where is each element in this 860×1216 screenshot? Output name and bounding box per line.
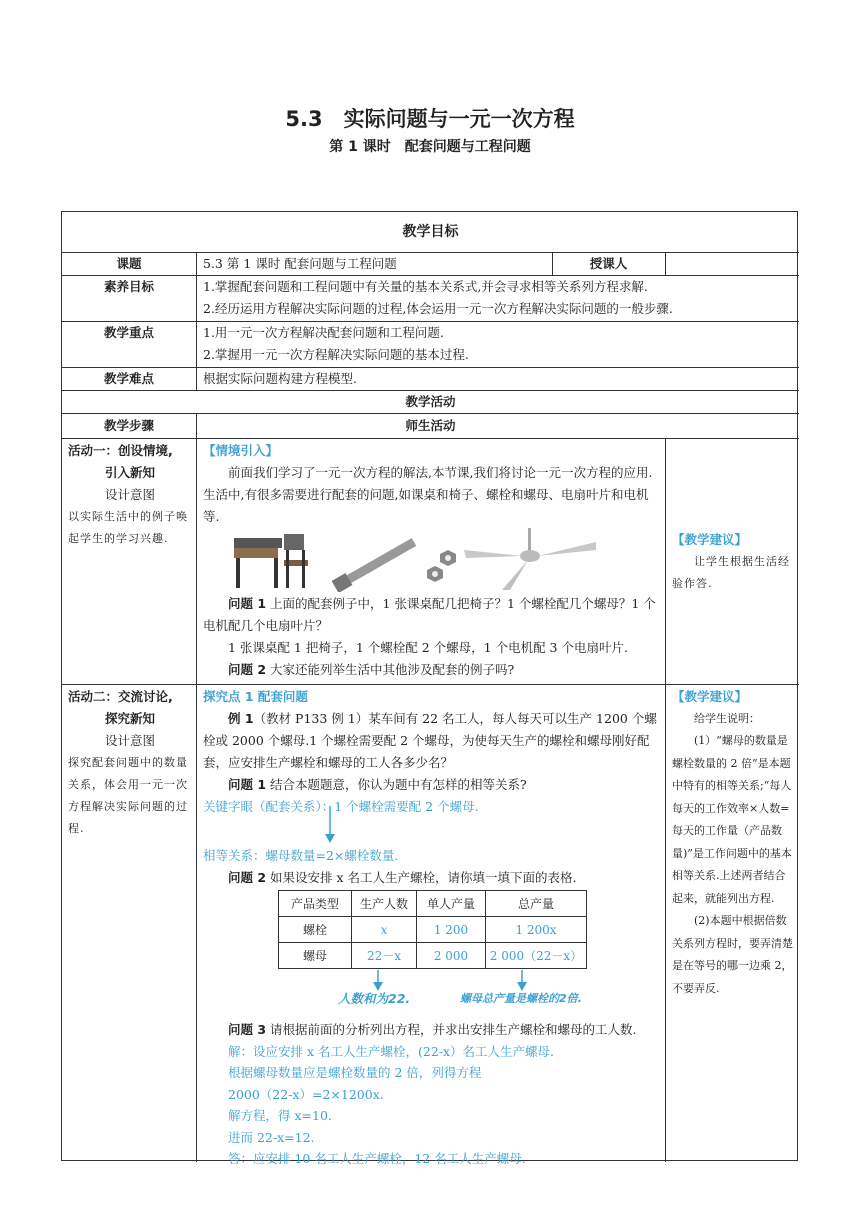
solution-line: 根据螺母数量应是螺栓数量的 2 倍，列得方程: [228, 1065, 482, 1080]
steps-label: 教学步骤: [103, 418, 154, 433]
teacher-student-label: 师生活动: [405, 418, 456, 433]
table-cell: 2 000（22－x）: [486, 943, 587, 969]
keyword-text: 关键字眼（配套关系）：1 个螺栓需要配 2 个螺母.: [203, 799, 479, 814]
desk-chair-image: [230, 530, 312, 590]
table-header: 生产人数: [352, 891, 417, 917]
activity1-advice: [672, 529, 794, 595]
answer-text: 1 张课桌配 1 把椅子，1 个螺栓配 2 个螺母，1 个电机配 3 个电扇叶片.: [228, 640, 628, 655]
activity1-questions: [203, 593, 658, 681]
exploration-point: 探究点 1 配套问题: [203, 689, 308, 704]
difficulty-label: 教学难点: [103, 371, 154, 386]
literacy-label: 素养目标: [103, 279, 154, 294]
question-label: 问题 1: [228, 777, 267, 792]
fill-in-table: [278, 890, 587, 969]
section-label: 【情境引入】: [203, 443, 279, 458]
question-text: 请根据前面的分析列出方程，并求出安排生产螺栓和螺母的工人数.: [270, 1022, 637, 1037]
lesson-plan-table: [61, 211, 798, 1166]
solution-line: 进而 22-x=12.: [228, 1129, 315, 1145]
example-label: 例 1: [228, 711, 254, 726]
activity2-subtitle: 探究新知: [104, 711, 155, 726]
table-header: 单人产量: [417, 891, 486, 917]
literacy-goals: [203, 276, 793, 320]
table-cell: x: [352, 917, 417, 943]
table-row: [279, 917, 587, 943]
table-cell: 22－x: [352, 943, 417, 969]
ceiling-fan-image: [462, 528, 598, 592]
question-label: 问题 3: [228, 1022, 267, 1037]
table-cell: 1 200: [417, 917, 486, 943]
table-cell: 1 200x: [486, 917, 587, 943]
activities-heading: 教学活动: [405, 394, 456, 409]
topic-value: 5.3 第 1 课时 配套问题与工程问题: [203, 256, 397, 271]
down-arrow-icon: [324, 806, 336, 844]
activity2-content: [203, 686, 658, 818]
activity1-step: [68, 440, 192, 550]
advice-intro: 给学生说明：: [694, 712, 760, 725]
activity2-content-2: [203, 845, 658, 889]
example-text: （教材 P133 例 1）某车间有 22 名工人，每人每天可以生产 1200 个螺栓或 2000 个螺母.1 个螺栓需要配 2 个螺母，为使每天生产的螺栓和螺母刚好配套，应安排生产螺栓和螺母的工人各多少名？: [203, 711, 657, 770]
table-header-row: [279, 891, 587, 917]
advice-label: 【教学建议】: [672, 532, 748, 547]
question-text: 大家还能列举生活中其他涉及配套的例子吗?: [270, 662, 515, 677]
design-intent-text: 探究配套问题中的数量关系，体会用一元一次方程解决实际问题的过程.: [68, 756, 188, 835]
activity2-advice: [672, 686, 794, 1000]
design-intent-text: 以实际生活中的例子唤起学生的学习兴趣.: [68, 510, 188, 545]
table-cell: 螺栓: [279, 917, 352, 943]
key-points-label: 教学重点: [103, 325, 154, 340]
solution-line: 答：应安排 10 名工人生产螺栓，12 名工人生产螺母.: [228, 1151, 526, 1166]
advice-text: 让学生根据生活经验作答.: [672, 555, 790, 590]
literacy-goal: 2.经历运用方程解决实际问题的过程,体会运用一元一次方程解决实际问题的一般步骤.: [203, 301, 673, 316]
solution-line: 解方程，得 x=10.: [228, 1108, 332, 1123]
question-text: 如果设安排 x 名工人生产螺栓，请你填一填下面的表格.: [270, 870, 577, 885]
activity1-content: [203, 440, 658, 528]
teacher-label: 授课人: [589, 256, 628, 271]
question-label: 问题 1: [228, 596, 267, 611]
question-label: 问题 2: [228, 870, 267, 885]
question-label: 问题 2: [228, 662, 267, 677]
table-row: [279, 943, 587, 969]
topic-label: 课题: [116, 256, 142, 271]
activity2-step: [68, 686, 192, 840]
table-header: 产品类型: [279, 891, 352, 917]
key-point: 1.用一元一次方程解决配套问题和工程问题.: [203, 325, 444, 340]
question-text: 上面的配套例子中，1 张课桌配几把椅子？1 个螺栓配几个螺母？1 个电机配几个电扇叶片？: [203, 596, 656, 633]
solution-line: 2000（22-x）=2×1200x.: [228, 1086, 384, 1102]
activity1-title: 活动一：创设情境,: [68, 443, 173, 458]
key-point: 2.掌握用一元一次方程解决实际问题的基本过程.: [203, 347, 469, 362]
design-intent-label: 设计意图: [104, 733, 155, 748]
bolt-nut-image: [332, 534, 462, 592]
table-header: 总产量: [486, 891, 587, 917]
advice-point: (1）“螺母的数量是螺栓数量的 2 倍”是本题中特有的相等关系;“每人每天的工作效率×人数=每天的工作量（产品数量)”是工作问题中的基本相等关系.上述两者结合起来，就能列出方程.: [672, 734, 792, 905]
activity2-title: 活动二：交流讨论,: [68, 689, 173, 704]
page-subtitle: 第 1 课时 配套问题与工程问题: [329, 139, 531, 155]
advice-label: 【教学建议】: [672, 689, 748, 704]
activity1-subtitle: 引入新知: [104, 465, 155, 480]
objectives-heading: 教学目标: [402, 224, 459, 240]
table-cell: 螺母: [279, 943, 352, 969]
equality-text: 相等关系：螺母数量=2×螺栓数量.: [203, 848, 399, 863]
literacy-goal: 1.掌握配套问题和工程问题中有关量的基本关系式,并会寻求相等关系列方程求解.: [203, 279, 648, 294]
advice-point: (2)本题中根据倍数关系列方程时，要弄清楚是在等号的哪一边乘 2，不要弄反.: [672, 914, 793, 995]
note-left: 人数和为22.: [338, 991, 411, 1006]
intro-text: 前面我们学习了一元一次方程的解法,本节课,我们将讨论一元一次方程的应用.生活中,有很多需要进行配套的问题,如课桌和椅子、螺栓和螺母、电扇叶片和电机等.: [203, 465, 653, 524]
page-title: 5.3 实际问题与一元一次方程: [285, 107, 575, 131]
key-points: [203, 322, 793, 366]
difficulty-text: 根据实际问题构建方程模型.: [203, 371, 357, 386]
note-right: 螺母总产量是螺栓的2倍.: [460, 992, 582, 1005]
question-text: 结合本题题意，你认为题中有怎样的相等关系?: [270, 777, 527, 792]
design-intent-label: 设计意图: [104, 487, 155, 502]
solution-line: 解：设应安排 x 名工人生产螺栓，(22-x）名工人生产螺母.: [228, 1043, 555, 1059]
activity2-solution: [203, 1019, 658, 1170]
table-cell: 2 000: [417, 943, 486, 969]
